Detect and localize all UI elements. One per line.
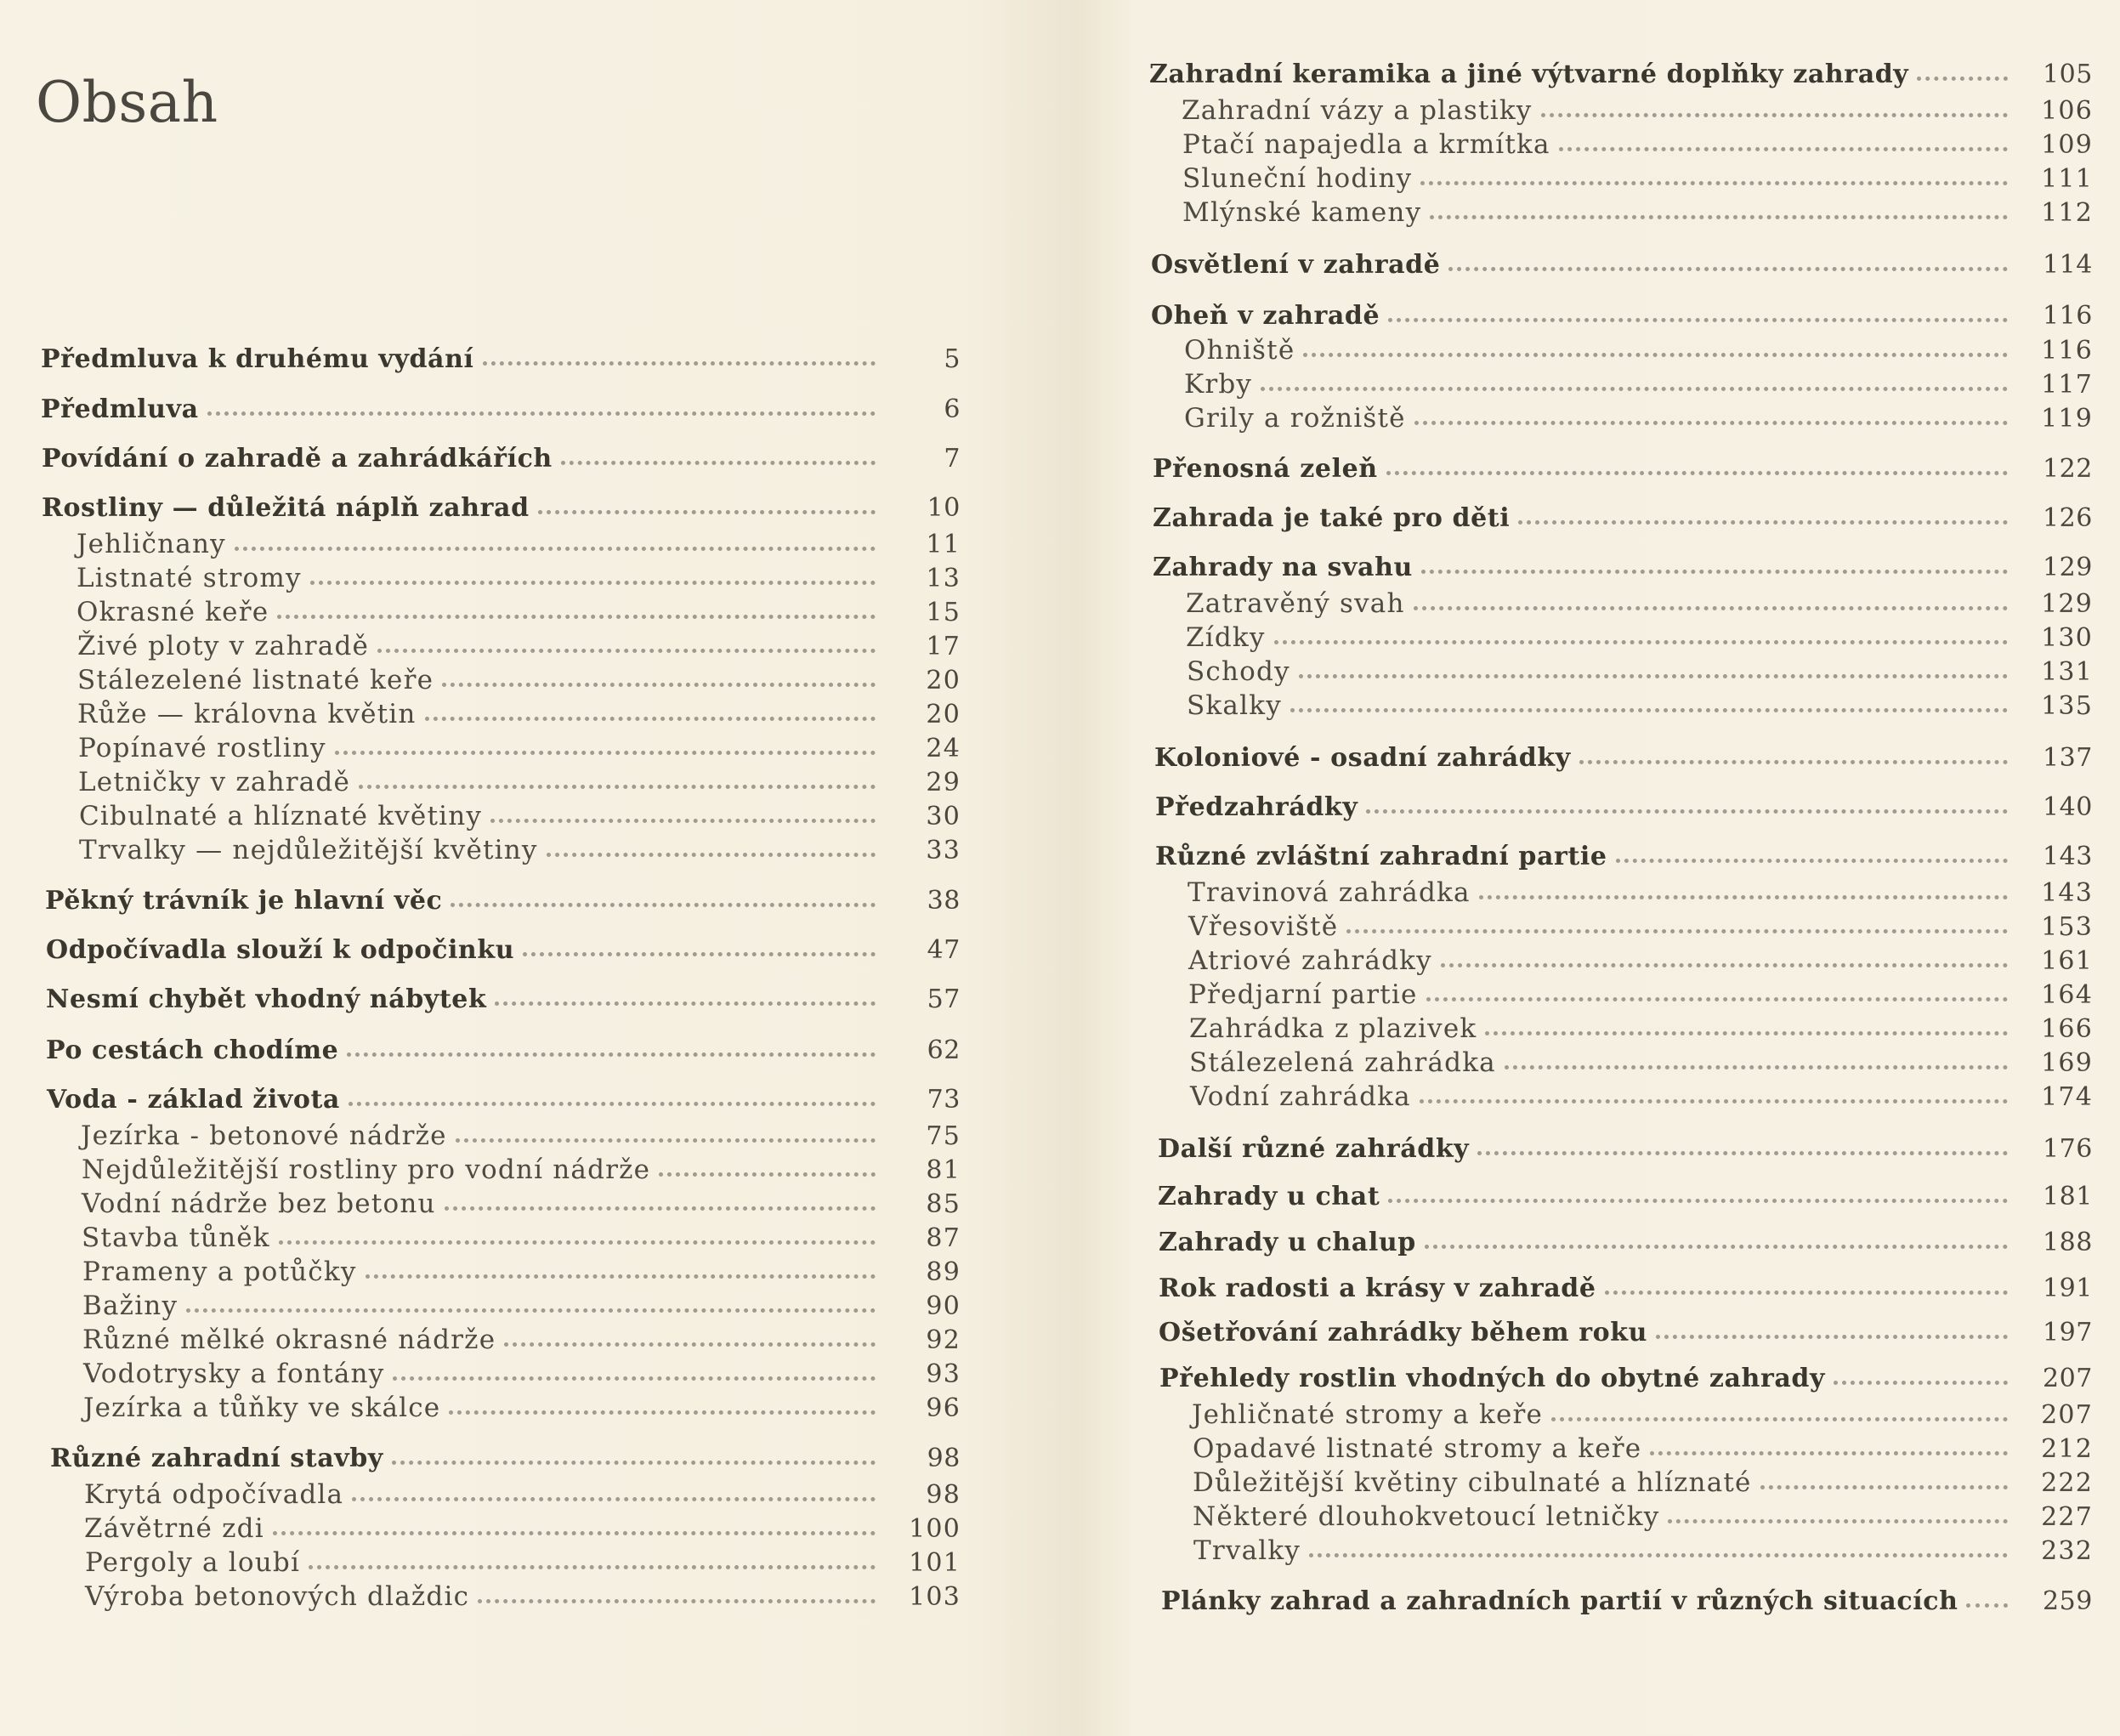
toc-entry-title: Grily a rožniště — [1184, 403, 1406, 434]
toc-entry — [77, 563, 961, 593]
toc-entry — [81, 1120, 961, 1151]
toc-entry-title: Plánky zahrad a zahradních partií v různých situacích — [1161, 1586, 1958, 1616]
toc-entry — [50, 1444, 961, 1473]
toc-entry-title: Oheň v zahradě — [1151, 301, 1380, 331]
toc-entry-page: 143 — [2042, 842, 2093, 871]
toc-entry-page: 166 — [2041, 1014, 2093, 1044]
toc-entry-title: Zahrady u chalup — [1159, 1228, 1416, 1257]
dot-leader — [451, 902, 876, 907]
toc-entry — [1189, 1013, 2093, 1044]
toc-entry-page: 137 — [2042, 743, 2093, 773]
toc-entry — [82, 1257, 961, 1287]
toc-entry-page: 5 — [944, 344, 961, 374]
toc-entry-title: Vřesoviště — [1188, 911, 1339, 942]
dot-leader — [352, 1496, 876, 1501]
toc-entry-title: Předzahrádky — [1155, 792, 1358, 822]
toc-entry — [1161, 1586, 2093, 1616]
dot-leader — [1605, 1290, 2008, 1295]
toc-entry-title: Ptačí napajedla a krmítka — [1182, 129, 1550, 160]
toc-entry-page: 90 — [926, 1291, 961, 1321]
toc-entry-title: Trvalky — nejdůležitější květiny — [79, 835, 538, 865]
dot-leader — [359, 784, 876, 789]
toc-entry — [1158, 1182, 2093, 1211]
toc-entry-title: Přenosná zeleň — [1153, 454, 1378, 484]
dot-leader — [1656, 1334, 2008, 1339]
toc-entry-title: Prameny a potůčky — [82, 1257, 357, 1287]
dot-leader — [1299, 673, 2008, 678]
toc-entry-page: 57 — [927, 984, 961, 1014]
dot-leader — [495, 1001, 876, 1006]
toc-entry — [42, 444, 961, 474]
toc-entry-page: 117 — [2041, 370, 2093, 400]
toc-entry — [82, 1291, 961, 1321]
toc-entry — [1182, 95, 2093, 126]
dot-leader — [335, 750, 876, 755]
toc-entry — [84, 1479, 961, 1510]
toc-entry-page: 181 — [2042, 1182, 2093, 1211]
toc-entry-page: 174 — [2041, 1082, 2093, 1112]
dot-leader — [538, 509, 876, 514]
toc-entry-title: Přehledy rostlin vhodných do obytné zahrady — [1159, 1364, 1825, 1393]
toc-entry — [42, 493, 961, 523]
toc-entry-title: Zahradní keramika a jiné výtvarné doplňky zahrady — [1149, 60, 1909, 89]
dot-leader — [277, 614, 876, 619]
toc-entry — [1186, 622, 2093, 653]
toc-entry — [1155, 842, 2093, 871]
toc-entry-page: 129 — [2042, 553, 2093, 582]
dot-leader — [309, 1564, 876, 1569]
toc-entry-page: 105 — [2042, 60, 2093, 89]
toc-entry-page: 188 — [2042, 1228, 2093, 1257]
toc-entry-page: 109 — [2041, 130, 2093, 160]
toc-entry — [1153, 503, 2093, 533]
toc-entry — [1184, 335, 2093, 366]
dot-leader — [207, 411, 876, 416]
toc-entry-title: Předjarní partie — [1188, 979, 1418, 1010]
dot-leader — [659, 1172, 876, 1177]
toc-entry-page: 96 — [926, 1393, 961, 1423]
dot-leader — [1477, 1150, 2008, 1155]
toc-entry-title: Zahrada je také pro děti — [1153, 503, 1511, 533]
toc-entry-page: 20 — [926, 666, 961, 695]
toc-entry — [82, 1189, 961, 1219]
toc-entry — [1187, 656, 2093, 687]
toc-entry — [1189, 1047, 2093, 1078]
toc-entry-page: 222 — [2041, 1468, 2093, 1498]
toc-entry-title: Odpočívadla slouží k odpočinku — [46, 935, 515, 965]
toc-entry-title: Koloniové - osadní zahrádky — [1154, 743, 1571, 773]
toc-entry-page: 7 — [944, 444, 961, 474]
toc-entry-page: 10 — [927, 493, 961, 523]
dot-leader — [561, 460, 876, 465]
dot-leader — [1485, 1030, 2008, 1035]
dot-leader — [1650, 1450, 2008, 1455]
toc-entry-title: Rok radosti a krásy v zahradě — [1159, 1274, 1596, 1303]
toc-entry — [41, 344, 961, 374]
toc-entry-page: 62 — [927, 1035, 961, 1065]
dot-leader — [1420, 180, 2008, 185]
dot-leader — [547, 852, 876, 857]
dot-leader — [1290, 707, 2008, 712]
toc-entry — [1153, 454, 2093, 484]
toc-entry-title: Nejdůležitější rostliny pro vodní nádrže — [82, 1154, 651, 1185]
toc-entry-page: 33 — [926, 836, 961, 865]
toc-entry-title: Růže — královna květin — [77, 699, 417, 729]
toc-entry-page: 191 — [2042, 1274, 2093, 1303]
dot-leader — [1917, 76, 2008, 81]
toc-entry — [77, 665, 961, 695]
toc-entry — [1182, 129, 2093, 160]
toc-entry-page: 161 — [2041, 946, 2093, 976]
dot-leader — [1386, 470, 2008, 475]
toc-entry — [82, 1223, 961, 1253]
toc-entry-title: Stavba tůněk — [82, 1223, 270, 1253]
dot-leader — [1559, 146, 2008, 151]
toc-entry — [83, 1393, 961, 1423]
toc-entry-title: Popínavé rostliny — [78, 733, 326, 763]
toc-entry — [1151, 250, 2093, 280]
dot-leader — [347, 1052, 876, 1057]
dot-leader — [1834, 1380, 2008, 1385]
dot-leader — [1541, 112, 2008, 117]
toc-entry-title: Živé ploty v zahradě — [77, 631, 370, 661]
dot-leader — [449, 1410, 876, 1415]
toc-entry-page: 92 — [926, 1325, 961, 1355]
toc-entry — [1193, 1535, 2093, 1566]
toc-entry-title: Předmluva — [41, 394, 199, 424]
toc-entry-title: Důležitější květiny cibulnaté a hlíznaté — [1193, 1467, 1752, 1498]
toc-entry-page: 98 — [926, 1480, 961, 1510]
toc-entry-title: Některé dlouhokvetoucí letničky — [1193, 1501, 1660, 1532]
toc-entry-page: 87 — [926, 1223, 961, 1253]
dot-leader — [1551, 1416, 2008, 1421]
toc-entry — [85, 1581, 961, 1612]
toc-entry-title: Mlýnské kameny — [1182, 197, 1422, 228]
dot-leader — [1616, 858, 2008, 863]
dot-leader — [279, 1240, 876, 1245]
toc-entry-page: 20 — [926, 700, 961, 729]
toc-entry-page: 98 — [927, 1444, 961, 1473]
dot-leader — [1309, 1552, 2008, 1557]
toc-entry-page: 85 — [926, 1189, 961, 1219]
dot-leader — [310, 580, 876, 585]
dot-leader — [366, 1274, 876, 1279]
dot-leader — [1420, 1098, 2008, 1103]
toc-entry-page: 207 — [2042, 1364, 2093, 1393]
toc-entry — [1187, 690, 2093, 721]
toc-entry-page: 131 — [2041, 657, 2093, 687]
toc-entry-title: Travinová zahrádka — [1188, 877, 1471, 908]
toc-entry — [1151, 301, 2093, 331]
toc-entry-page: 129 — [2041, 589, 2093, 619]
toc-entry — [46, 984, 961, 1014]
dot-leader — [1441, 962, 2008, 967]
toc-entry-page: 197 — [2042, 1318, 2093, 1347]
toc-entry — [82, 1325, 961, 1355]
toc-entry-title: Vodní nádrže bez betonu — [82, 1189, 436, 1219]
toc-entry — [1159, 1364, 2093, 1393]
toc-entry-title: Letničky v zahradě — [78, 767, 351, 797]
toc-entry-title: Výroba betonových dlaždic — [85, 1581, 470, 1612]
dot-leader — [456, 1137, 876, 1143]
toc-entry — [1188, 979, 2093, 1010]
toc-entry-title: Různé zahradní stavby — [50, 1444, 383, 1473]
toc-entry — [45, 886, 961, 916]
dot-leader — [1414, 420, 2008, 425]
dot-leader — [1414, 605, 2008, 610]
toc-entry-page: 17 — [926, 632, 961, 661]
dot-leader — [1668, 1518, 2008, 1523]
toc-entry-title: Trvalky — [1193, 1535, 1301, 1566]
toc-entry-title: Jezírka - betonové nádrže — [81, 1120, 447, 1151]
toc-entry-title: Zahrady na svahu — [1153, 553, 1413, 582]
toc-entry — [46, 1035, 961, 1065]
toc-entry-title: Jehličnany — [77, 529, 226, 559]
dot-leader — [273, 1530, 876, 1535]
toc-entry — [77, 699, 961, 729]
toc-entry — [77, 529, 961, 559]
toc-entry-page: 116 — [2042, 301, 2093, 331]
toc-entry — [1153, 553, 2093, 582]
toc-entry — [1154, 743, 2093, 773]
toc-entry-title: Okrasné keře — [77, 597, 269, 627]
toc-entry-title: Schody — [1187, 656, 1290, 687]
toc-entry — [1182, 163, 2093, 194]
toc-entry-title: Zahrady u chat — [1158, 1182, 1380, 1211]
toc-entry-title: Vodotrysky a fontány — [83, 1359, 385, 1389]
dot-leader — [1366, 808, 2008, 814]
toc-entry — [1184, 369, 2093, 400]
toc-entry — [79, 801, 961, 831]
toc-entry-page: 106 — [2041, 96, 2093, 126]
toc-entry-title: Osvětlení v zahradě — [1151, 250, 1441, 280]
toc-entry — [1182, 197, 2093, 228]
dot-leader — [442, 682, 876, 687]
dot-leader — [349, 1101, 876, 1106]
toc-entry — [1188, 945, 2093, 976]
dot-leader — [1448, 266, 2008, 271]
toc-entry — [41, 394, 961, 424]
dot-leader — [1966, 1603, 2008, 1608]
dot-leader — [445, 1206, 876, 1211]
toc-entry — [1190, 1081, 2093, 1112]
toc-entry — [1193, 1501, 2093, 1532]
toc-entry — [78, 767, 961, 797]
toc-entry-title: Jezírka a tůňky ve skálce — [83, 1393, 441, 1423]
toc-entry-page: 30 — [926, 802, 961, 831]
toc-entry-title: Zahrádka z plazivek — [1189, 1013, 1477, 1044]
dot-leader — [235, 546, 876, 551]
dot-leader — [425, 716, 876, 721]
toc-entry-page: 114 — [2042, 250, 2093, 280]
toc-entry-page: 73 — [927, 1085, 961, 1115]
dot-leader — [1479, 894, 2008, 899]
toc-entry-page: 47 — [927, 935, 961, 965]
toc-entry-title: Zatravěný svah — [1186, 588, 1405, 619]
toc-entry — [1158, 1134, 2093, 1164]
toc-entry — [1149, 60, 2093, 89]
toc-entry-page: 24 — [926, 734, 961, 763]
toc-entry — [77, 597, 961, 627]
toc-entry-page: 126 — [2042, 503, 2093, 533]
dot-leader — [1303, 352, 2008, 357]
toc-entry-title: Různé zvláštní zahradní partie — [1155, 842, 1607, 871]
dot-leader — [1261, 386, 2008, 391]
toc-entry-page: 119 — [2041, 404, 2093, 434]
dot-leader — [186, 1308, 876, 1313]
toc-entry-page: 143 — [2041, 878, 2093, 908]
toc-entry — [1159, 1228, 2093, 1257]
toc-entry-title: Nesmí chybět vhodný nábytek — [46, 984, 487, 1014]
toc-entry — [47, 1085, 961, 1115]
dot-leader — [1388, 1198, 2008, 1203]
toc-entry-page: 111 — [2041, 164, 2093, 194]
toc-entry — [1186, 588, 2093, 619]
toc-entry-title: Předmluva k druhému vydání — [41, 344, 474, 374]
toc-entry-title: Jehličnaté stromy a keře — [1192, 1399, 1544, 1430]
toc-entry-title: Vodní zahrádka — [1190, 1081, 1411, 1112]
toc-entry — [1155, 792, 2093, 822]
toc-entry-page: 232 — [2041, 1536, 2093, 1566]
toc-entry-title: Pergoly a loubí — [85, 1547, 301, 1578]
toc-entry — [79, 835, 961, 865]
dot-leader — [1388, 317, 2008, 322]
toc-entry-page: 227 — [2041, 1502, 2093, 1532]
dot-leader — [1760, 1484, 2008, 1489]
dot-leader — [1346, 928, 2008, 933]
toc-entry — [1159, 1318, 2093, 1347]
toc-entry-title: Voda - základ života — [47, 1085, 340, 1115]
toc-entry-page: 81 — [926, 1155, 961, 1185]
toc-entry — [1159, 1274, 2093, 1303]
toc-entry-page: 122 — [2042, 454, 2093, 484]
toc-entry-title: Různé mělké okrasné nádrže — [82, 1325, 496, 1355]
dot-leader — [377, 648, 876, 653]
toc-entry-title: Zahradní vázy a plastiky — [1182, 95, 1533, 126]
toc-entry-page: 93 — [926, 1359, 961, 1389]
toc-entry-title: Cibulnaté a hlíznaté květiny — [79, 801, 483, 831]
toc-entry-page: 29 — [926, 768, 961, 797]
toc-entry-title: Skalky — [1187, 690, 1282, 721]
toc-entry-title: Bažiny — [82, 1291, 179, 1321]
dot-leader — [392, 1460, 876, 1465]
toc-entry-page: 153 — [2041, 912, 2093, 942]
toc-entry-page: 130 — [2041, 623, 2093, 653]
toc-entry-title: Závětrné zdi — [84, 1513, 264, 1544]
toc-entry-title: Krytá odpočívadla — [84, 1479, 344, 1510]
toc-entry-title: Zídky — [1186, 622, 1266, 653]
toc-entry — [1184, 403, 2093, 434]
toc-entry-page: 6 — [944, 394, 961, 424]
toc-entry-title: Po cestách chodíme — [46, 1035, 339, 1065]
toc-entry-page: 212 — [2041, 1434, 2093, 1464]
toc-entry — [1193, 1433, 2093, 1464]
toc-entry-page: 101 — [909, 1548, 961, 1578]
dot-leader — [1425, 1244, 2008, 1249]
toc-entry-title: Stálezelená zahrádka — [1189, 1047, 1496, 1078]
toc-entry-title: Ošetřování zahrádky během roku — [1159, 1318, 1648, 1347]
toc-entry-page: 103 — [909, 1582, 961, 1612]
toc-entry — [83, 1359, 961, 1389]
toc-entry-title: Další různé zahrádky — [1158, 1134, 1470, 1164]
dot-leader — [1505, 1064, 2008, 1069]
toc-entry — [1193, 1467, 2093, 1498]
toc-entry-title: Krby — [1184, 369, 1253, 400]
toc-entry — [77, 631, 961, 661]
toc-entry-title: Atriové zahrádky — [1188, 945, 1432, 976]
toc-entry — [84, 1513, 961, 1544]
dot-leader — [483, 360, 876, 366]
toc-entry — [46, 935, 961, 965]
dot-leader — [1274, 639, 2008, 644]
toc-entry-title: Pěkný trávník je hlavní věc — [45, 886, 443, 916]
dot-leader — [490, 818, 876, 823]
dot-leader — [1426, 996, 2008, 1001]
toc-entry-title: Rostliny — důležitá náplň zahrad — [42, 493, 530, 523]
toc-entry-title: Listnaté stromy — [77, 563, 302, 593]
toc-entry-page: 15 — [926, 598, 961, 627]
toc-entry-title: Stálezelené listnaté keře — [77, 665, 434, 695]
dot-leader — [1421, 569, 2008, 574]
toc-entry-title: Ohniště — [1184, 335, 1295, 366]
toc-entry — [1188, 877, 2093, 908]
toc-entry — [85, 1547, 961, 1578]
toc-entry-page: 164 — [2041, 980, 2093, 1010]
toc-entry — [82, 1154, 961, 1185]
dot-leader — [1579, 759, 2008, 764]
dot-leader — [1430, 214, 2008, 219]
toc-entry-page: 112 — [2041, 198, 2093, 228]
page-title: Obsah — [36, 70, 218, 135]
toc-entry-page: 140 — [2042, 792, 2093, 822]
toc-entry-page: 100 — [909, 1514, 961, 1544]
dot-leader — [393, 1376, 876, 1381]
toc-entry-page: 259 — [2042, 1586, 2093, 1616]
toc-entry-page: 13 — [926, 564, 961, 593]
toc-entry-page: 176 — [2042, 1134, 2093, 1164]
dot-leader — [504, 1342, 876, 1347]
toc-entry — [78, 733, 961, 763]
toc-entry-page: 38 — [927, 886, 961, 916]
toc-entry-page: 89 — [926, 1257, 961, 1287]
toc-entry-page: 116 — [2041, 336, 2093, 366]
toc-entry-page: 75 — [926, 1121, 961, 1151]
toc-entry-title: Povídání o zahradě a zahrádkářích — [42, 444, 553, 474]
toc-entry-title: Sluneční hodiny — [1182, 163, 1413, 194]
toc-entry-page: 135 — [2041, 691, 2093, 721]
dot-leader — [1518, 519, 2008, 525]
toc-entry — [1188, 911, 2093, 942]
right-page — [1073, 0, 2120, 1736]
toc-entry-title: Opadavé listnaté stromy a keře — [1193, 1433, 1642, 1464]
toc-entry-page: 207 — [2041, 1400, 2093, 1430]
dot-leader — [523, 951, 876, 956]
toc-entry-page: 11 — [926, 530, 961, 559]
toc-entry — [1192, 1399, 2093, 1430]
dot-leader — [478, 1598, 876, 1603]
toc-entry-page: 169 — [2041, 1048, 2093, 1078]
